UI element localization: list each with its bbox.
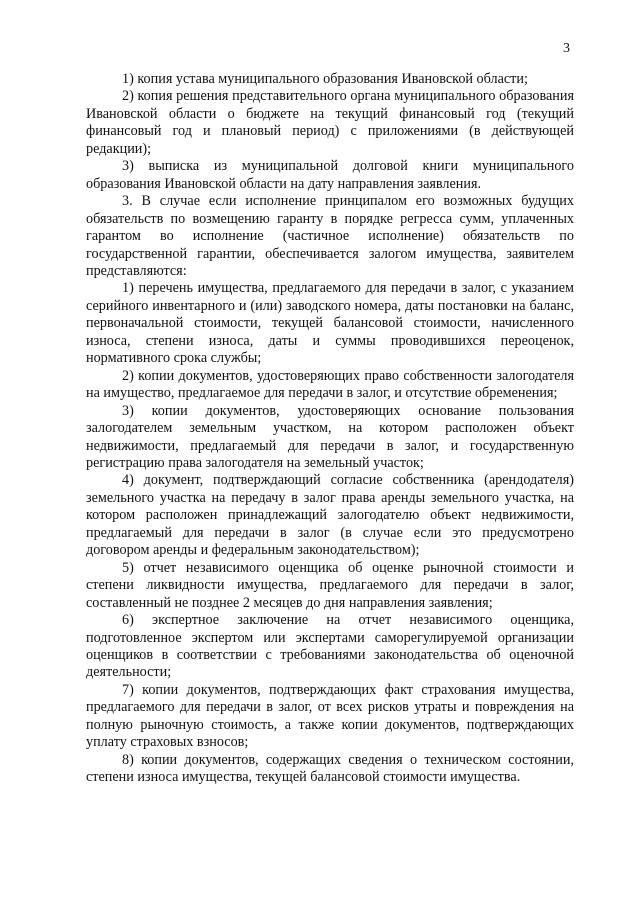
paragraph-ownership-documents: 2) копии документов, удостоверяющих право собственности залогодателя на имущество, предлагаемое для передачи в залог, и отсутствие обременения; bbox=[86, 367, 574, 402]
paragraph-technical-condition: 8) копии документов, содержащих сведения о техническом состоянии, степени износа имущества, текущей балансовой стоимости имущества. bbox=[86, 751, 574, 786]
paragraph-section-3-intro: 3. В случае если исполнение принципалом его возможных будущих обязательств по возмещению гаранту в порядке регресса сумм, уплаченных гарантом во исполнение (частичное исполнение) обязательств по государственной гарантии, обеспечивается залогом имущества, заявителем представляются: bbox=[86, 193, 574, 279]
paragraph-expert-opinion: 6) экспертное заключение на отчет независимого оценщика, подготовленное экспертом или экспертами саморегулируемой организации оценщиков в соответствии с требованиями законодательства об оценочной деятельности; bbox=[86, 612, 574, 681]
paragraph-charter-copy: 1) копия устава муниципального образования Ивановской области; bbox=[122, 71, 528, 87]
paragraph-owner-consent: 4) документ, подтверждающий согласие собственника (арендодателя) земельного участка на передачу в залог права аренды земельного участка, на котором расположен принадлежащий залогодателю объект недвижимости, предлагаемый для передачи в залог (в случае если это предусмотрено договором аренды и федеральным законодательством); bbox=[86, 472, 574, 559]
paragraph-appraiser-report: 5) отчет независимого оценщика об оценке рыночной стоимости и степени ликвидности имущества, предлагаемого для передачи в залог, составленный не позднее 2 месяцев до дня направления заявления; bbox=[86, 559, 574, 611]
paragraph-debt-book-extract: 3) выписка из муниципальной долговой книги муниципального образования Ивановской области на дату направления заявления. bbox=[86, 158, 574, 192]
page-number: 3 bbox=[563, 41, 570, 56]
paragraph-land-use-documents: 3) копии документов, удостоверяющих основание пользования залогодателем земельным участком, на котором расположен объект недвижимости, предлагаемый для передачи в залог, и государственную регистрацию права залогодателя на земельный участок; bbox=[86, 402, 574, 471]
paragraph-budget-decision-copy: 2) копия решения представительного органа муниципального образования Ивановской области о бюджете на текущий финансовый год (текущий финансовый год и плановый период) с приложениями (в действующей редакции); bbox=[86, 88, 574, 157]
document-body bbox=[86, 71, 574, 787]
paragraph-insurance-documents: 7) копии документов, подтверждающих факт страхования имущества, предлагаемого для передачи в залог, от всех рисков утраты и повреждения на полную рыночную стоимость, а также копии документов, подтверждающих уплату страховых взносов; bbox=[86, 681, 574, 751]
paragraph-property-list: 1) перечень имущества, предлагаемого для передачи в залог, с указанием серийного инвентарного и (или) заводского номера, даты постановки на баланс, первоначальной стоимости, текущей балансовой стоимости, начисленного износа, степени износа, даты и суммы проводившихся переоценок, нормативного срока службы; bbox=[86, 280, 574, 367]
